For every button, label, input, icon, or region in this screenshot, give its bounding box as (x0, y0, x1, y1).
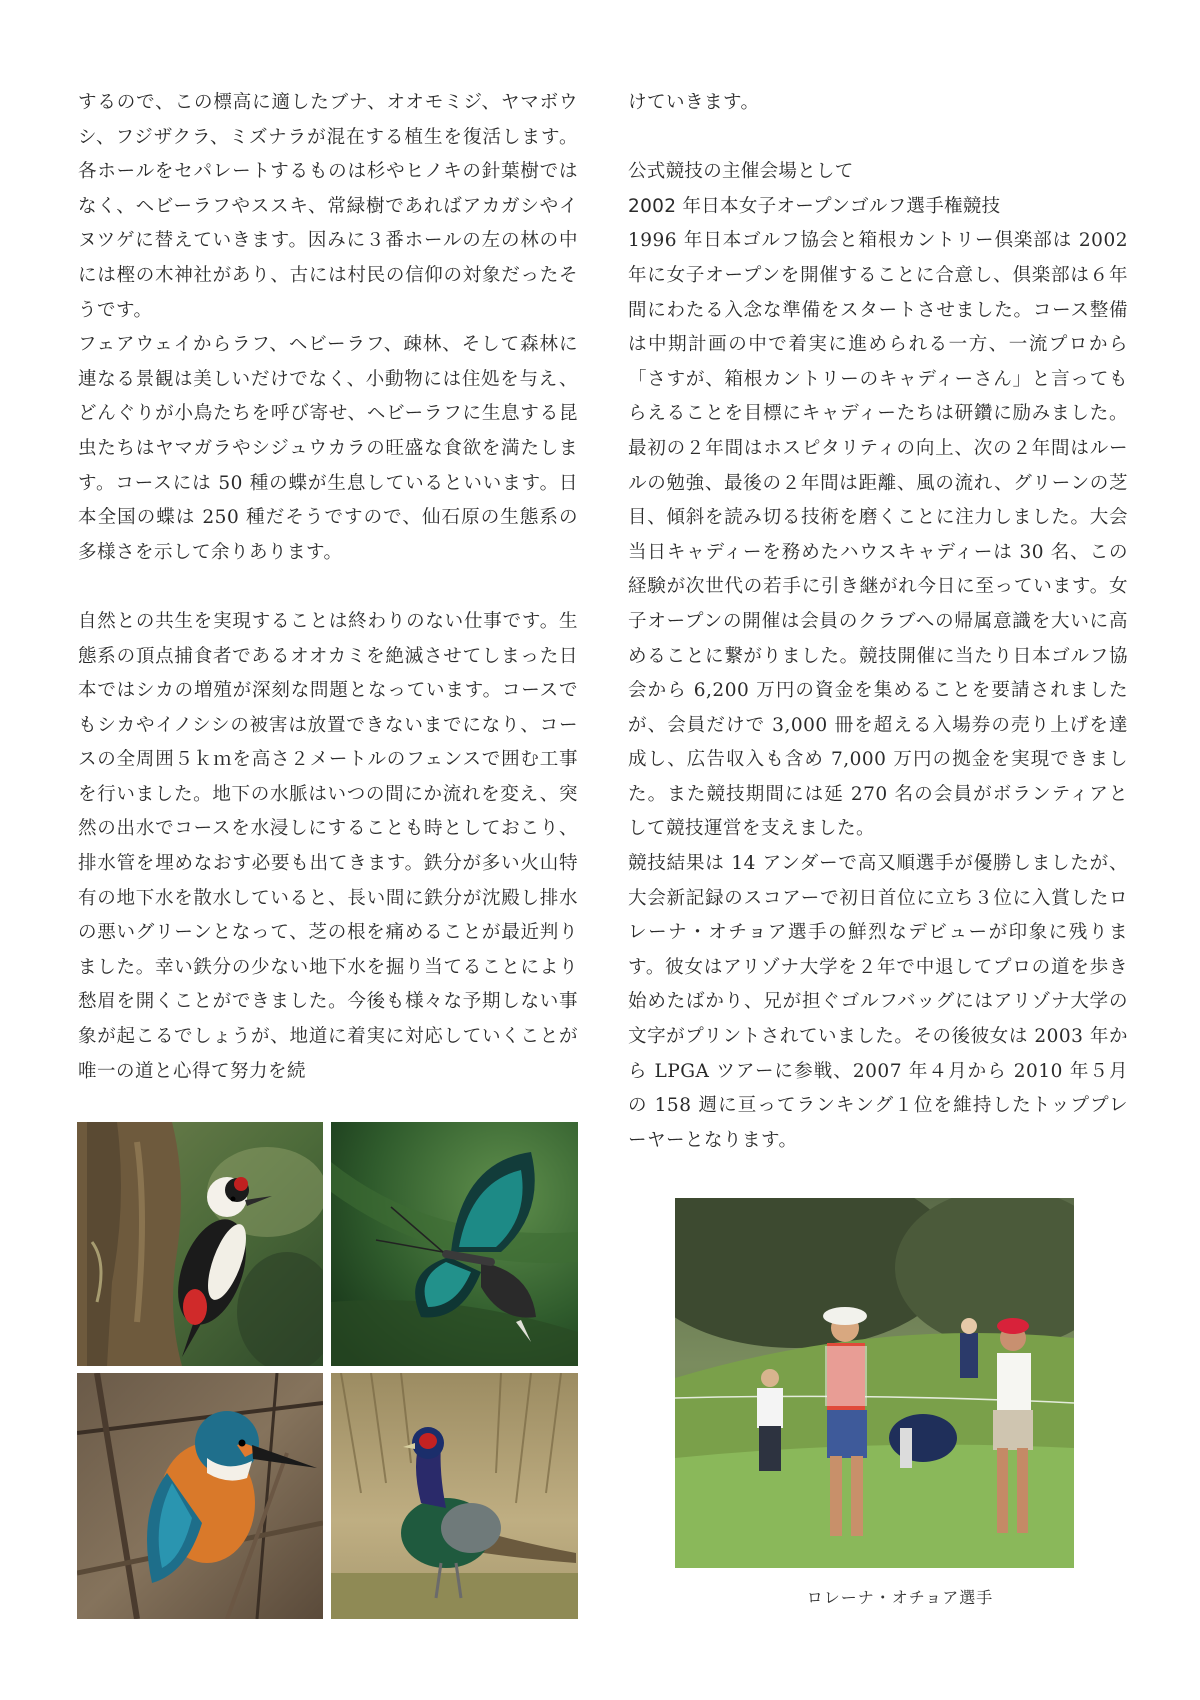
right-text-column (628, 86, 1128, 1158)
section-heading: 公式競技の主催会場として (628, 161, 854, 183)
left-text-column (78, 86, 578, 1089)
golf-photo (675, 1198, 1074, 1568)
woodpecker-photo (77, 1122, 323, 1366)
left-paragraph-1: するので、この標高に適したブナ、オオモミジ、ヤマボウシ、フジザクラ、ミズナラが混在する植生を復活します。各ホールをセパレートするものは杉やヒノキの針葉樹ではなく、ヘビーラフやススキ、常緑樹であればアカガシやイヌツゲに替えていきます。因みに３番ホールの左の林の中には樫の木神社があり、古には村民の信仰の対象だったそうです。 (78, 92, 578, 321)
continuation-text: けていきます。 (628, 92, 760, 113)
golf-photo-caption: ロレーナ・オチョア選手 (806, 1588, 994, 1607)
right-paragraph-1: 1996 年日本ゴルフ協会と箱根カントリー倶楽部は 2002 年に女子オープンを開催することに合意し、倶楽部は６年間にわたる入念な準備をスタートさせました。コース整備は中期計画の中で着実に進められる一方、一流プロから「さすが、箱根カントリーのキャディーさん」と言ってもらえることを目標にキャディーたちは研鑽に励みました。最初の２年間はホスピタリティの向上、次の２年間はルールの勉強、最後の２年間は距離、風の流れ、グリーンの芝目、傾斜を読み切る技術を磨くことに注力しました。大会当日キャディーを務めたハウスキャディーは 30 名、この経験が次世代の若手に引き継がれ今日に至っています。女子オープンの開催は会員のクラブへの帰属意識を大いに高めることに繋がりました。競技開催に当たり日本ゴルフ協会から 6,200 万円の資金を集めることを要請されましたが、会員だけで 3,000 冊を超える入場券の売り上げを達成し、広告収入も含め 7,000 万円の拠金を実現できました。また競技期間には延 270 名の会員がボランティアとして競技運営を支えました。 (628, 230, 1128, 840)
kingfisher-photo (77, 1373, 323, 1619)
pheasant-photo (331, 1373, 578, 1619)
left-paragraph-3: 自然との共生を実現することは終わりのない仕事です。生態系の頂点捕食者であるオオカミを絶滅させてしまった日本ではシカの増殖が深刻な問題となっています。コースでもシカやイノシシの被害は放置できないまでになり、コースの全周囲５ｋｍを高さ２メートルのフェンスで囲む工事を行いました。地下の水脈はいつの間にか流れを変え、突然の出水でコースを水浸しにすることも時としておこり、排水管を埋めなおす必要も出てきます。鉄分が多い火山特有の地下水を散水していると、長い間に鉄分が沈殿し排水の悪いグリーンとなって、芝の根を痛めることが最近判りました。幸い鉄分の少ない地下水を掘り当てることにより愁眉を開くことができました。今後も様々な予期しない事象が起こるでしょうが、地道に着実に対応していくことが唯一の道と心得て努力を続 (78, 610, 578, 1082)
section-subheading: 2002 年日本女子オープンゴルフ選手権競技 (628, 195, 1001, 217)
butterfly-photo (331, 1122, 578, 1366)
right-paragraph-2: 競技結果は 14 アンダーで高又順選手が優勝しましたが、大会新記録のスコアーで初日首位に立ち３位に入賞したロレーナ・オチョア選手の鮮烈なデビューが印象に残ります。彼女はアリゾナ大学を２年で中退してプロの道を歩き始めたばかり、兄が担ぐゴルフバッグにはアリゾナ大学の文字がプリントされていました。その後彼女は 2003 年から LPGA ツアーに参戦、2007 年４月から 2010 年５月の 158 週に亘ってランキング１位を維持したトッププレーヤーとなります。 (628, 853, 1128, 1151)
left-paragraph-2: フェアウェイからラフ、ヘビーラフ、疎林、そして森林に連なる景観は美しいだけでなく、小動物には住処を与え、どんぐりが小鳥たちを呼び寄せ、ヘビーラフに生息する昆虫たちはヤマガラやシジュウカラの旺盛な食欲を満たします。コースには 50 種の蝶が生息しているといいます。日本全国の蝶は 250 種だそうですので、仙石原の生態系の多様さを示して余りあります。 (78, 334, 578, 563)
